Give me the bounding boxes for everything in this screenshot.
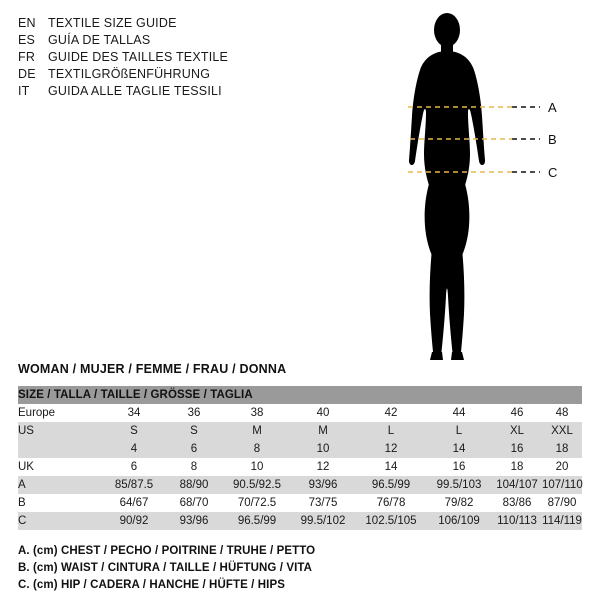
cell: 68/70 [164,494,224,512]
language-title: GUÍA DE TALLAS [48,33,151,47]
cell: 90.5/92.5 [224,476,290,494]
cell: 79/82 [426,494,492,512]
language-row [18,50,348,67]
cell: 18 [542,440,582,458]
cell: 20 [542,458,582,476]
language-row [18,33,348,50]
cell: 99.5/103 [426,476,492,494]
female-silhouette-figure [372,8,592,368]
table-header-label: SIZE / TALLA / TAILLE / GRÖSSE / TAGLIA [18,386,582,404]
table-row [18,440,582,458]
cell: 96.5/99 [224,512,290,530]
cell: 12 [290,458,356,476]
footnote-a: A. (cm) CHEST / PECHO / POITRINE / TRUHE / PETTO [18,545,316,557]
section-title: WOMAN / MUJER / FEMME / FRAU / DONNA [18,362,287,376]
cell: 93/96 [164,512,224,530]
language-code: EN [18,16,36,30]
language-title: GUIDA ALLE TAGLIE TESSILI [48,84,222,98]
cell: S [164,422,224,440]
cell: 8 [164,458,224,476]
silhouette-icon [409,13,485,360]
cell: 104/107 [492,476,542,494]
cell: 48 [542,404,582,422]
cell: 44 [426,404,492,422]
language-row [18,84,348,101]
cell: 6 [104,458,164,476]
cell: 16 [426,458,492,476]
language-code: FR [18,50,36,64]
cell: 99.5/102 [290,512,356,530]
cell: 114/119 [542,512,582,530]
cell: M [224,422,290,440]
cell: 42 [356,404,426,422]
row-label: UK [18,458,104,476]
cell: 10 [290,440,356,458]
cell: 102.5/105 [356,512,426,530]
cell: 10 [224,458,290,476]
language-code: ES [18,33,36,47]
language-code: IT [18,84,30,98]
cell: 14 [356,458,426,476]
footnote-b: B. (cm) WAIST / CINTURA / TAILLE / HÜFTUNG / VITA [18,562,313,574]
cell: 46 [492,404,542,422]
cell: 83/86 [492,494,542,512]
language-row [18,67,348,84]
row-label [18,440,104,458]
language-code: DE [18,67,36,81]
row-label: Europe [18,404,104,422]
row-label: A [18,476,104,494]
footnote-list [18,543,582,594]
cell: L [356,422,426,440]
cell: 14 [426,440,492,458]
cell: 6 [164,440,224,458]
cell: 40 [290,404,356,422]
cell: L [426,422,492,440]
cell: XXL [542,422,582,440]
row-label: B [18,494,104,512]
cell: 34 [104,404,164,422]
table-row [18,404,582,422]
cell: 107/110 [542,476,582,494]
cell: S [104,422,164,440]
cell: 96.5/99 [356,476,426,494]
marker-label-a: A [548,100,557,115]
cell: XL [492,422,542,440]
size-table [18,386,582,530]
cell: 93/96 [290,476,356,494]
cell: M [290,422,356,440]
table-row [18,494,582,512]
cell: 18 [492,458,542,476]
cell: 110/113 [492,512,542,530]
cell: 87/90 [542,494,582,512]
table-header-row [18,386,582,404]
cell: 76/78 [356,494,426,512]
cell: 36 [164,404,224,422]
language-title: TEXTILE SIZE GUIDE [48,16,177,30]
row-label: C [18,512,104,530]
language-row [18,16,348,33]
cell: 73/75 [290,494,356,512]
cell: 8 [224,440,290,458]
language-list [18,16,348,101]
cell: 64/67 [104,494,164,512]
marker-label-c: C [548,165,558,180]
language-title: GUIDE DES TAILLES TEXTILE [48,50,229,64]
cell: 12 [356,440,426,458]
table-row [18,422,582,440]
cell: 85/87.5 [104,476,164,494]
footnote-c: C. (cm) HIP / CADERA / HANCHE / HÜFTE / HIPS [18,579,286,591]
cell: 106/109 [426,512,492,530]
cell: 38 [224,404,290,422]
cell: 88/90 [164,476,224,494]
size-table-wrapper [18,386,582,530]
row-label: US [18,422,104,440]
language-title: TEXTILGRÖßENFÜHRUNG [48,67,211,81]
cell: 4 [104,440,164,458]
table-row [18,458,582,476]
table-row [18,476,582,494]
cell: 90/92 [104,512,164,530]
marker-label-b: B [548,132,557,147]
cell: 70/72.5 [224,494,290,512]
cell: 16 [492,440,542,458]
table-row [18,512,582,530]
